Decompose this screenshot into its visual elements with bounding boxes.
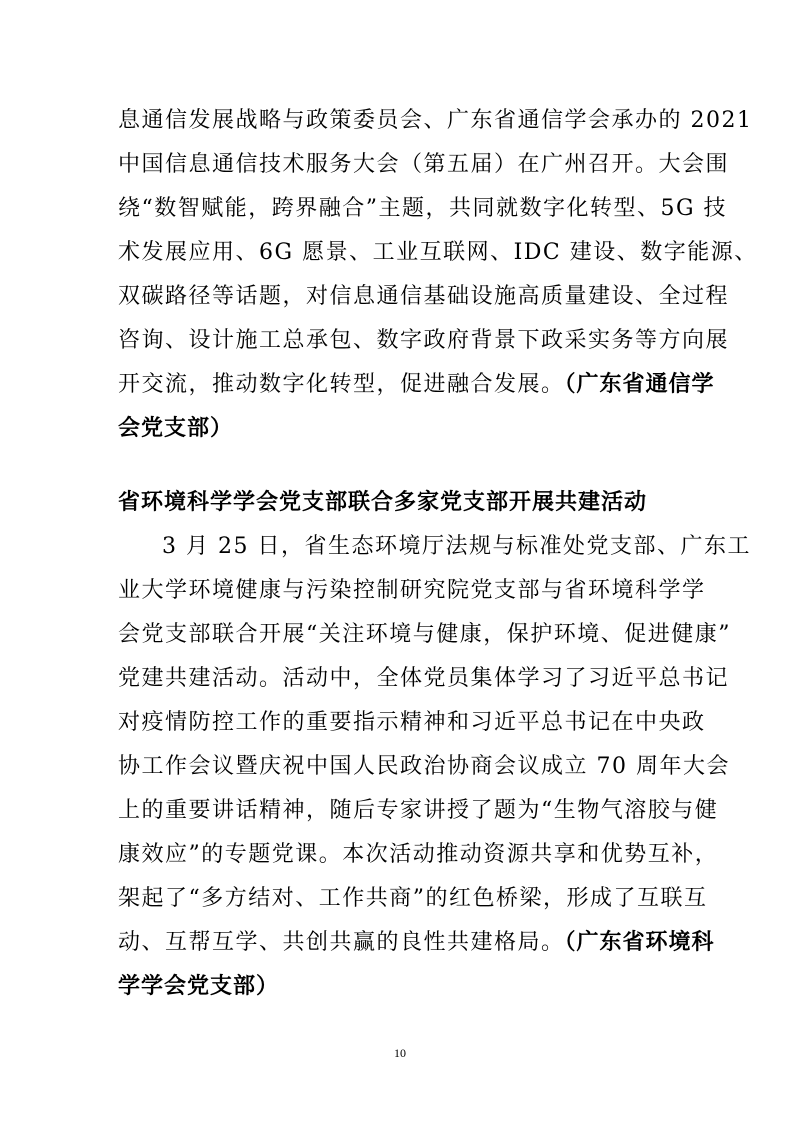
article2-line-7: 上的重要讲话精神，随后专家讲授了题为“生物气溶胶与健 xyxy=(118,798,719,823)
article1-source-part1: （广东省通信学 xyxy=(564,372,715,397)
article1-line-1: 息通信发展战略与政策委员会、广东省通信学会承办的 2021 xyxy=(118,108,753,133)
article2-line-9: 架起了“多方结对、工作共商”的红色桥梁，形成了互联互 xyxy=(118,886,708,911)
article2-line-10-text: 动、互帮互学、共创共赢的良性共建格局。 xyxy=(118,930,565,955)
article1-line-5: 双碳路径等话题，对信息通信基础设施高质量建设、全过程 xyxy=(118,284,730,309)
article1-line-7-text: 开交流，推动数字化转型，促进融合发展。 xyxy=(118,372,565,397)
article2-title: 省环境科学学会党支部联合多家党支部开展共建活动 xyxy=(118,490,648,515)
article2-line-2: 业大学环境健康与污染控制研究院党支部与省环境科学学 xyxy=(118,578,706,603)
article2-source-part1: （广东省环境科 xyxy=(564,930,715,955)
article1-line-7 xyxy=(118,371,715,399)
article2-line-5: 对疫情防控工作的重要指示精神和习近平总书记在中央政 xyxy=(118,710,706,735)
article2-line-8: 康效应”的专题党课。本次活动推动资源共享和优势互补， xyxy=(118,842,719,867)
article2-line-10 xyxy=(118,929,715,957)
page-number: 10 xyxy=(394,1046,406,1060)
article2-line-4: 党建共建活动。活动中，全体党员集体学习了习近平总书记 xyxy=(118,666,730,691)
article2-line-1: 3 月 25 日，省生态环境厅法规与标准处党支部、广东工 xyxy=(162,534,751,559)
article2-source-part2: 学学会党支部） xyxy=(118,974,280,999)
article1-line-2: 中国信息通信技术服务大会（第五届）在广州召开。大会围 xyxy=(118,152,730,177)
article1-line-3: 绕“数智赋能，跨界融合”主题，共同就数字化转型、5G 技 xyxy=(118,196,728,221)
article1-line-4: 术发展应用、6G 愿景、工业互联网、IDC 建设、数字能源、 xyxy=(118,240,758,265)
article2-line-3: 会党支部联合开展“关注环境与健康，保护环境、促进健康” xyxy=(118,622,731,647)
article1-line-6: 咨询、设计施工总承包、数字政府背景下政采实务等方向展 xyxy=(118,328,730,353)
article1-source-part2: 会党支部） xyxy=(118,416,234,441)
article2-line-6: 协工作会议暨庆祝中国人民政治协商会议成立 70 周年大会 xyxy=(118,754,730,779)
